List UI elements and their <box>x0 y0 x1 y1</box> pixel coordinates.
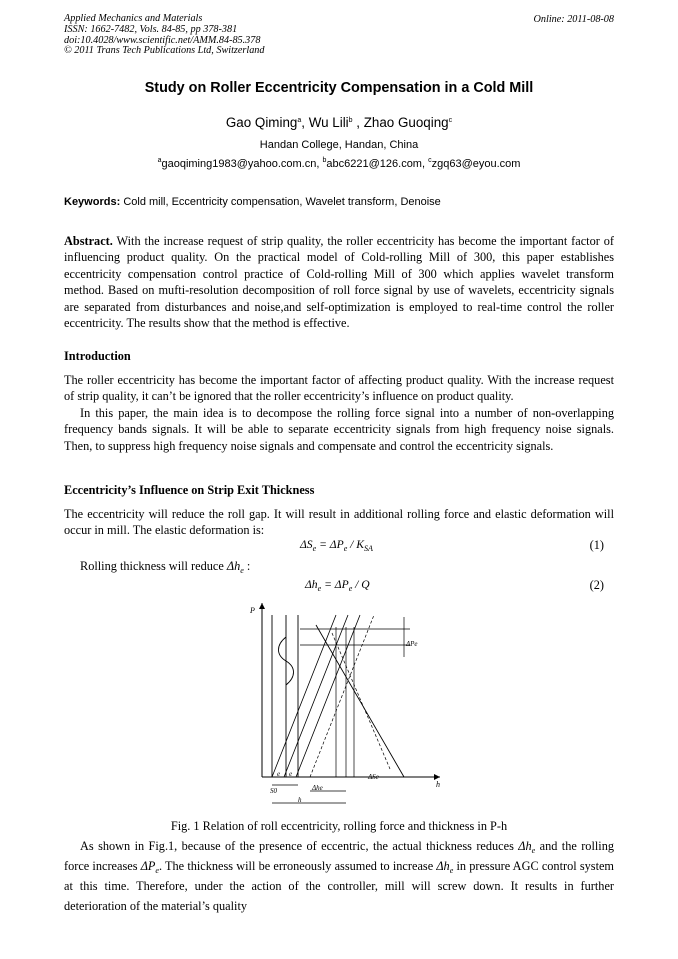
h-label: h <box>298 796 302 804</box>
dse-label: ΔSe <box>368 773 379 781</box>
author-name: Wu Lili <box>308 115 349 130</box>
journal-header <box>64 14 424 57</box>
email-mark: a <box>157 157 162 164</box>
equation-1: $\Delta S_e = \Delta P_e / K_{SA}$ <box>300 538 373 553</box>
introduction-heading: Introduction <box>64 349 131 363</box>
mill-spring-line <box>272 615 336 777</box>
plastic-curve-dashed <box>332 633 390 769</box>
plastic-curve <box>316 625 404 777</box>
e-label: e <box>289 770 293 778</box>
s0-label: S0 <box>270 787 277 795</box>
equation-1-number: (1) <box>589 538 604 552</box>
equation-2: $\Delta h_e = \Delta P_e / Q$ <box>305 578 370 593</box>
abstract <box>64 233 614 331</box>
abstract-label: Abstract. <box>64 234 113 248</box>
intro-paragraph-2: In this paper, the main idea is to decompose the rolling force signal into a number of non-overlapping frequency bands signals. It will be able to separate eccentricity signals from high frequency noise signals. Then, to suppress high frequency noise signals and compensate and control the eccentricity signals. <box>64 406 614 453</box>
intro-paragraph-1: The roller eccentricity has become the important factor of affecting product quality. With the increase request of strip quality, it can’t be ignored that the roller eccentricity’s influence on product quality. <box>64 373 614 404</box>
keywords <box>64 196 616 208</box>
section-paragraph-1: The eccentricity will reduce the roll gap. It will result in additional rolling force and elastic deformation will occur in mill. The elastic deformation is: <box>64 507 614 538</box>
author-name: Gao Qiming <box>225 115 298 130</box>
author-mark: b <box>348 117 353 124</box>
figure-caption: Fig. 1 Relation of roll eccentricity, rolling force and thickness in P-h <box>170 819 508 833</box>
equation-2-number: (2) <box>589 578 604 592</box>
journal-name: Applied Mechanics and Materials <box>64 13 203 24</box>
mill-spring-dashed <box>310 615 374 777</box>
dpe-label: ΔPe <box>406 640 418 648</box>
journal-copyright: © 2011 Trans Tech Publications Ltd, Switzerland <box>64 45 265 57</box>
p-axis-label: P <box>250 606 255 615</box>
email-address[interactable]: gaoqiming1983@yahoo.com.cn <box>161 158 317 170</box>
author-name: Zhao Guoqing <box>363 115 449 130</box>
email-address[interactable]: zgq63@eyou.com <box>431 158 521 170</box>
journal-issn: ISSN: 1662-7482, Vols. 84-85, pp 378-381 <box>64 23 238 35</box>
journal-doi: doi:10.4028/www.scientific.net/AMM.84-85.378 <box>64 34 261 46</box>
email-mark: b <box>322 157 327 164</box>
affiliation: Handan College, Handan, China <box>259 139 419 151</box>
author-list: Gao Qiming$^a$, Wu Lili$^b$ , Zhao Guoqing$^c$ <box>225 115 453 130</box>
paper-title: Study on Roller Eccentricity Compensation in a Cold Mill <box>144 80 534 96</box>
closing-paragraph: As shown in Fig.1, because of the presence of eccentric, the actual thickness reduces $\Delta h_e$ and the rolling force increases $\Delta P_e$. The thickness will be erroneously assumed to increase $\Delta h_e$ in pressure AGC control system at this time. Therefore, under the action of the controller, mill will screw down. It results in further deterioration of the material’s quality <box>64 839 615 913</box>
author-mark: a <box>297 117 302 124</box>
dhe-label: Δhe <box>312 784 323 792</box>
figure-1-diagram <box>240 597 450 819</box>
h-axis-label: h <box>436 780 440 789</box>
email-address[interactable]: abc6221@126.com <box>326 158 422 170</box>
abstract-text: With the increase request of strip quality, the roller eccentricity has become the important factor of influencing product quality. On the practical model of Cold-rolling Mill of 300, this paper establishes eccentricity compensation control practice of Cold-rolling Mill of 300 which applies wavelet transform method. Based on mufti-resolution decomposition of roll force signal by use of wavelets, eccentricity signals are separated from disturbances and noise,and self-optimization is employed to real-time control the roller eccentricity. The results show that the method is effective. <box>64 234 614 331</box>
e-label: e <box>277 770 281 778</box>
email-mark: c <box>428 157 432 164</box>
section-heading: Eccentricity’s Influence on Strip Exit Thickness <box>64 483 315 497</box>
author-mark: c <box>448 117 453 124</box>
section-paragraph-2: Rolling thickness will reduce $\Delta h_e$ : <box>80 559 251 575</box>
keywords-text: Cold mill, Eccentricity compensation, Wavelet transform, Denoise <box>123 196 441 208</box>
email-list: $^a$gaoqiming1983@yahoo.com.cn, $^b$abc6221@126.com, $^c$zgq63@eyou.com <box>157 157 521 170</box>
mill-spring-line <box>284 615 348 777</box>
online-date: Online: 2011-08-08 <box>533 14 614 25</box>
keywords-label: Keywords: <box>64 196 121 208</box>
mill-spring-line <box>296 615 360 777</box>
